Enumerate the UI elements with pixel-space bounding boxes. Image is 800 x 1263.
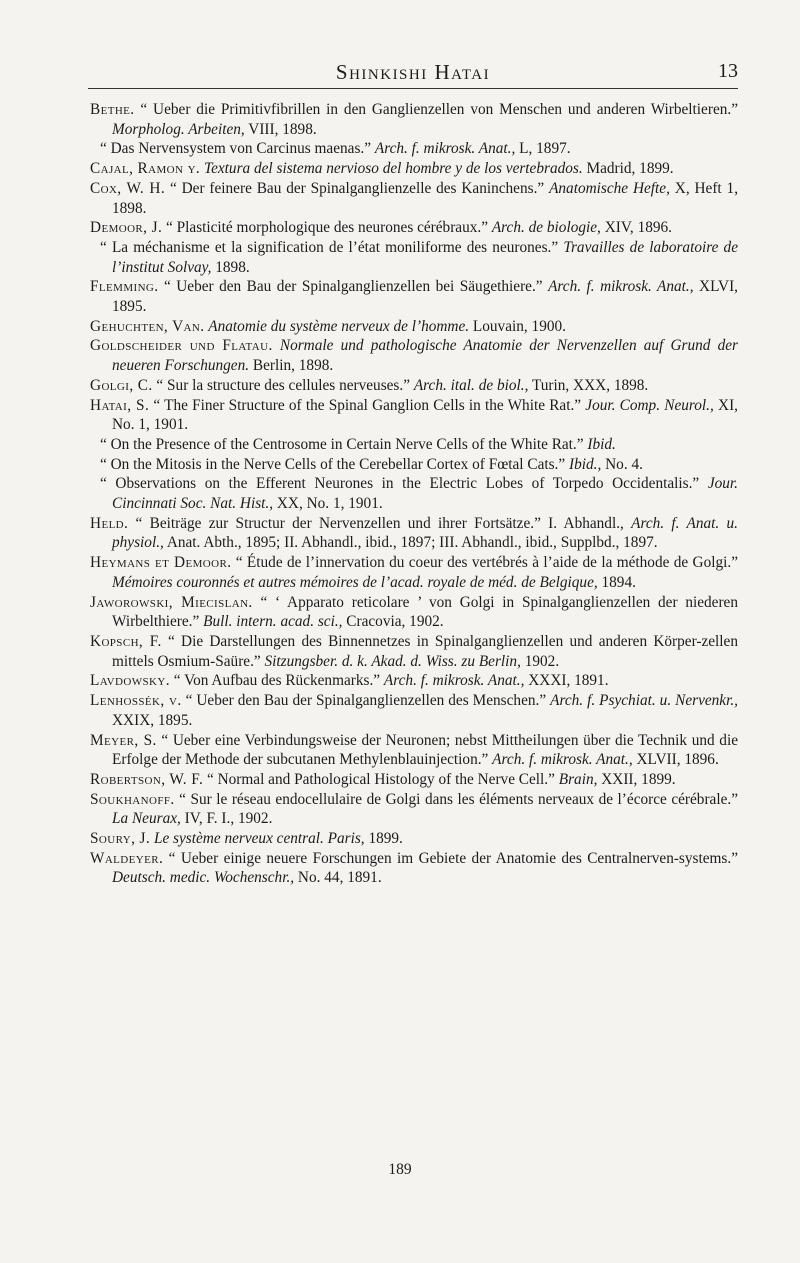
reference-journal: La Neurax,: [112, 810, 181, 828]
reference-journal: Bull. intern. acad. sci.,: [203, 613, 343, 631]
reference-author: Meyer, S.: [90, 731, 157, 749]
reference-title: “ Ueber den Bau der Spinalganglienzellen bei Säugethiere.”: [158, 278, 549, 296]
reference-title: [273, 337, 280, 354]
reference-details: Turin, XXX, 1898.: [528, 376, 649, 394]
reference-journal: Textura del sistema nervioso del hombre y de los vertebrados.: [203, 160, 583, 178]
reference-title: “ La méchanisme et la signification de l’état moniliforme des neurones.”: [100, 238, 564, 256]
reference-title: “ Ueber den Bau der Spinalganglienzellen des Menschen.”: [181, 692, 551, 710]
reference-author: Lenhossék, v.: [90, 692, 182, 710]
reference-entry: [90, 455, 738, 475]
page-number: 13: [718, 60, 738, 82]
reference-entry: [90, 829, 738, 849]
reference-details: 1894.: [597, 573, 636, 591]
reference-entry: [90, 396, 738, 435]
reference-details: XXII, 1899.: [597, 770, 676, 788]
reference-details: 1902.: [520, 652, 560, 670]
reference-author: Hatai, S.: [90, 396, 150, 414]
reference-entry: [90, 770, 738, 790]
reference-entry: [90, 553, 738, 592]
reference-details: L, 1897.: [515, 140, 571, 158]
reference-title: “ Sur la structure des cellules nerveuses.”: [152, 376, 414, 394]
reference-details: 1898.: [211, 258, 250, 276]
reference-author: Held.: [90, 514, 129, 532]
reference-author: Bethe.: [90, 101, 135, 118]
reference-title: “ Normal and Pathological Histology of the Nerve Cell.”: [203, 770, 559, 788]
reference-journal: Jour. Cincinnati Soc. Nat. Hist.,: [112, 475, 738, 513]
reference-author: Kopsch, F.: [90, 632, 162, 650]
reference-entry: [90, 179, 738, 218]
reference-entry: [90, 100, 738, 139]
reference-journal: Morpholog. Arbeiten,: [112, 120, 245, 138]
reference-author: Waldeyer.: [90, 849, 164, 867]
running-title: Shinkishi Hatai: [335, 60, 491, 84]
reference-details: IV, F. I., 1902.: [180, 810, 273, 828]
reference-details: VIII, 1898.: [244, 120, 317, 138]
reference-journal: Deutsch. medic. Wochenschr.,: [112, 869, 295, 887]
reference-journal: Le système nerveux central. Paris,: [153, 830, 365, 848]
reference-journal: Normale und pathologische Anatomie der Nervenzellen auf Grund der neueren Forschungen.: [112, 337, 738, 375]
reference-journal: Arch. f. Anat. u. physiol.,: [112, 514, 738, 552]
reference-entry: [90, 376, 738, 396]
reference-entry: [90, 731, 738, 770]
folio-number: 189: [388, 1161, 412, 1178]
reference-details: XX, No. 1, 1901.: [273, 495, 383, 513]
reference-author: Cox, W. H.: [90, 179, 166, 197]
reference-details: Madrid, 1899.: [582, 160, 674, 178]
reference-details: XI, No. 1, 1901.: [112, 396, 739, 434]
reference-author: Gehuchten, Van.: [90, 317, 205, 335]
reference-journal: Arch. f. mikrosk. Anat.,: [374, 140, 516, 158]
reference-journal: Anatomie du système nerveux de l’homme.: [208, 317, 470, 335]
reference-entry: [90, 317, 738, 337]
reference-details: Cracovia, 1902.: [342, 613, 444, 631]
reference-title: “ Observations on the Efferent Neurones in the Electric Lobes of Torpedo Occidentalis.”: [100, 475, 708, 493]
reference-entry: [90, 159, 738, 179]
reference-journal: Arch. f. mikrosk. Anat.,: [492, 751, 633, 769]
reference-author: Flemming.: [90, 278, 159, 296]
reference-title: “ The Finer Structure of the Spinal Ganglion Cells in the White Rat.”: [149, 396, 586, 414]
reference-title: “ Von Aufbau des Rückenmarks.”: [169, 672, 384, 690]
reference-title: “ Ueber eine Verbindungsweise der Neuronen; nebst Mittheilungen über die Technik und die Erfolge der Methode der subcutanen Methylenblauinjection.”: [112, 731, 738, 769]
running-header: [88, 58, 738, 89]
reference-entry: [90, 593, 738, 632]
reference-details: X, Heft 1, 1898.: [112, 179, 739, 217]
reference-title: “ Plasticité morphologique des neurones cérébraux.”: [162, 219, 492, 237]
reference-title: “ Beiträge zur Structur der Nervenzellen und ihrer Fortsätze.” I. Abhandl.,: [128, 514, 632, 532]
reference-title: “ Der feinere Bau der Spinalganglienzelle des Kaninchens.”: [165, 179, 550, 197]
reference-entry: [90, 474, 738, 513]
reference-journal: Ibid.,: [569, 455, 602, 473]
reference-author: Soukhanoff.: [90, 790, 175, 808]
reference-entry: [90, 671, 738, 691]
reference-entry: [90, 139, 738, 159]
reference-title: “ ‘ Apparato reticolare ’ von Golgi in Spinalganglienzellen der niederen Wirbelthiere.”: [112, 593, 738, 631]
reference-author: Golgi, C.: [90, 376, 153, 394]
reference-title: “ Die Darstellungen des Binnennetzes in Spinalganglienzellen und anderen Körper-zellen mittels Osmium-Saüre.”: [112, 632, 738, 670]
reference-journal: Brain,: [558, 770, 598, 788]
reference-journal: Arch. f. Psychiat. u. Nervenkr.,: [550, 692, 739, 710]
reference-journal: Ibid.: [587, 435, 616, 453]
reference-entry: [90, 277, 738, 316]
reference-author: Robertson, W. F.: [90, 770, 204, 788]
reference-details: No. 4.: [601, 455, 643, 473]
reference-title: “ On the Mitosis in the Nerve Cells of the Cerebellar Cortex of Fœtal Cats.”: [100, 455, 569, 473]
reference-author: Lavdowsky.: [90, 672, 170, 690]
reference-title: “ Sur le réseau endocellulaire de Golgi dans les éléments nerveaux de l’écorce cérébrale.”: [174, 790, 738, 808]
reference-author: Demoor, J.: [90, 219, 163, 237]
reference-journal: Sitzungsber. d. k. Akad. d. Wiss. zu Berlin,: [264, 652, 521, 670]
reference-entry: [90, 514, 738, 553]
bibliography: [90, 100, 738, 888]
reference-details: XXXI, 1891.: [524, 672, 609, 690]
reference-journal: Arch. de biologie,: [491, 219, 601, 237]
reference-author: Cajal, Ramon y.: [90, 160, 201, 178]
reference-author: Heymans et Demoor.: [90, 554, 232, 572]
reference-details: Louvain, 1900.: [469, 317, 566, 335]
reference-journal: Arch. f. mikrosk. Anat.,: [548, 278, 694, 296]
reference-journal: Anatomische Hefte,: [549, 179, 670, 197]
reference-entry: [90, 435, 738, 455]
reference-author: Soury, J.: [90, 830, 151, 848]
reference-entry: [90, 691, 738, 730]
reference-entry: [90, 632, 738, 671]
reference-details: Berlin, 1898.: [249, 357, 334, 375]
reference-title: “ Ueber einige neuere Forschungen im Gebiete der Anatomie des Centralnerven-systems.”: [163, 849, 738, 867]
reference-details: XIV, 1896.: [600, 219, 672, 237]
reference-title: “ On the Presence of the Centrosome in Certain Nerve Cells of the White Rat.”: [100, 435, 588, 453]
reference-details: XXIX, 1895.: [112, 711, 193, 729]
reference-journal: Mémoires couronnés et autres mémoires de l’acad. royale de méd. de Belgique,: [112, 573, 598, 591]
reference-author: Goldscheider und Flatau.: [90, 337, 273, 355]
reference-journal: Travailles de laboratoire de l’institut Solvay,: [112, 238, 739, 276]
reference-title: “ Das Nervensystem von Carcinus maenas.”: [100, 140, 375, 158]
reference-details: No. 44, 1891.: [294, 869, 382, 887]
reference-entry: [90, 790, 738, 829]
reference-details: XLVI, 1895.: [112, 278, 739, 316]
reference-title: “ Étude de l’innervation du coeur des vertébrés à l’aide de la méthode de Golgi.”: [231, 554, 738, 572]
reference-entry: [90, 238, 738, 277]
reference-details: XLVII, 1896.: [632, 751, 719, 769]
reference-title: “ Ueber die Primitivfibrillen in den Ganglienzellen von Menschen und anderen Wirbeltieren.”: [134, 101, 738, 118]
reference-entry: [90, 218, 738, 238]
reference-journal: Jour. Comp. Neurol.,: [585, 396, 714, 414]
reference-details: Anat. Abth., 1895; II. Abhandl., ibid., 1897; III. Abhandl., ibid., Supplbd., 1897.: [163, 534, 658, 552]
reference-journal: Arch. ital. de biol.,: [413, 376, 529, 394]
reference-entry: [90, 336, 738, 375]
reference-journal: Arch. f. mikrosk. Anat.,: [383, 672, 525, 690]
reference-details: 1899.: [364, 830, 403, 848]
reference-entry: [90, 849, 738, 888]
reference-author: Jaworowski, Miecislan.: [90, 593, 253, 611]
